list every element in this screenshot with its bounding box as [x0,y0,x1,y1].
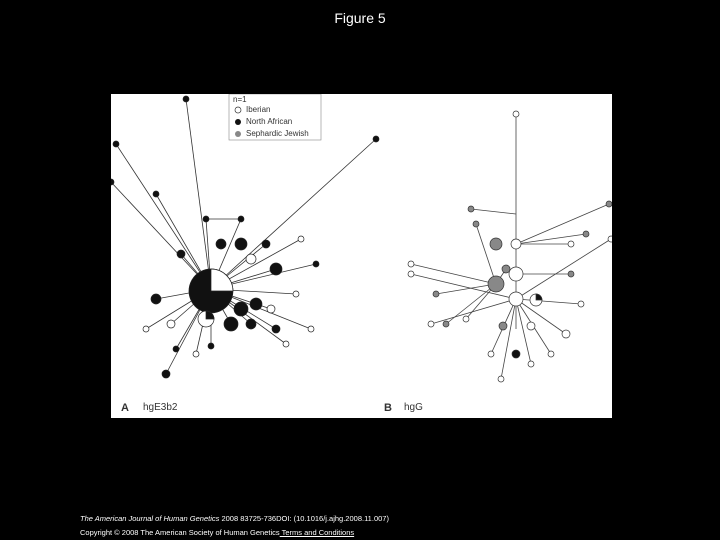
journal-name: The American Journal of Human Genetics [80,514,220,523]
figure-title: Figure 5 [334,10,386,26]
copyright-line [80,528,354,537]
citation-line [80,514,389,523]
terms-and-conditions-link[interactable]: Terms and Conditions [279,528,355,537]
network-figure [111,94,612,418]
panel-b-letter: B [384,402,392,414]
legend-label-north-african: North African [246,117,293,126]
panel-a-letter: A [121,402,129,414]
network-b [411,114,611,379]
panel-b-label: hgG [404,402,423,413]
legend-label-iberian: Iberian [246,105,271,114]
panel-a-label: hgE3b2 [143,402,178,413]
median-joining-networks [111,94,612,418]
citation-details: 2008 83725-736DOI: (10.1016/j.ajhg.2008.11.007) [219,514,389,523]
network-b-nodes [408,111,612,382]
legend-n-label: n=1 [233,95,247,104]
copyright-text: Copyright © 2008 The American Society of Human Genetics [80,528,280,537]
legend-label-sephardic-jewish: Sephardic Jewish [246,129,309,138]
